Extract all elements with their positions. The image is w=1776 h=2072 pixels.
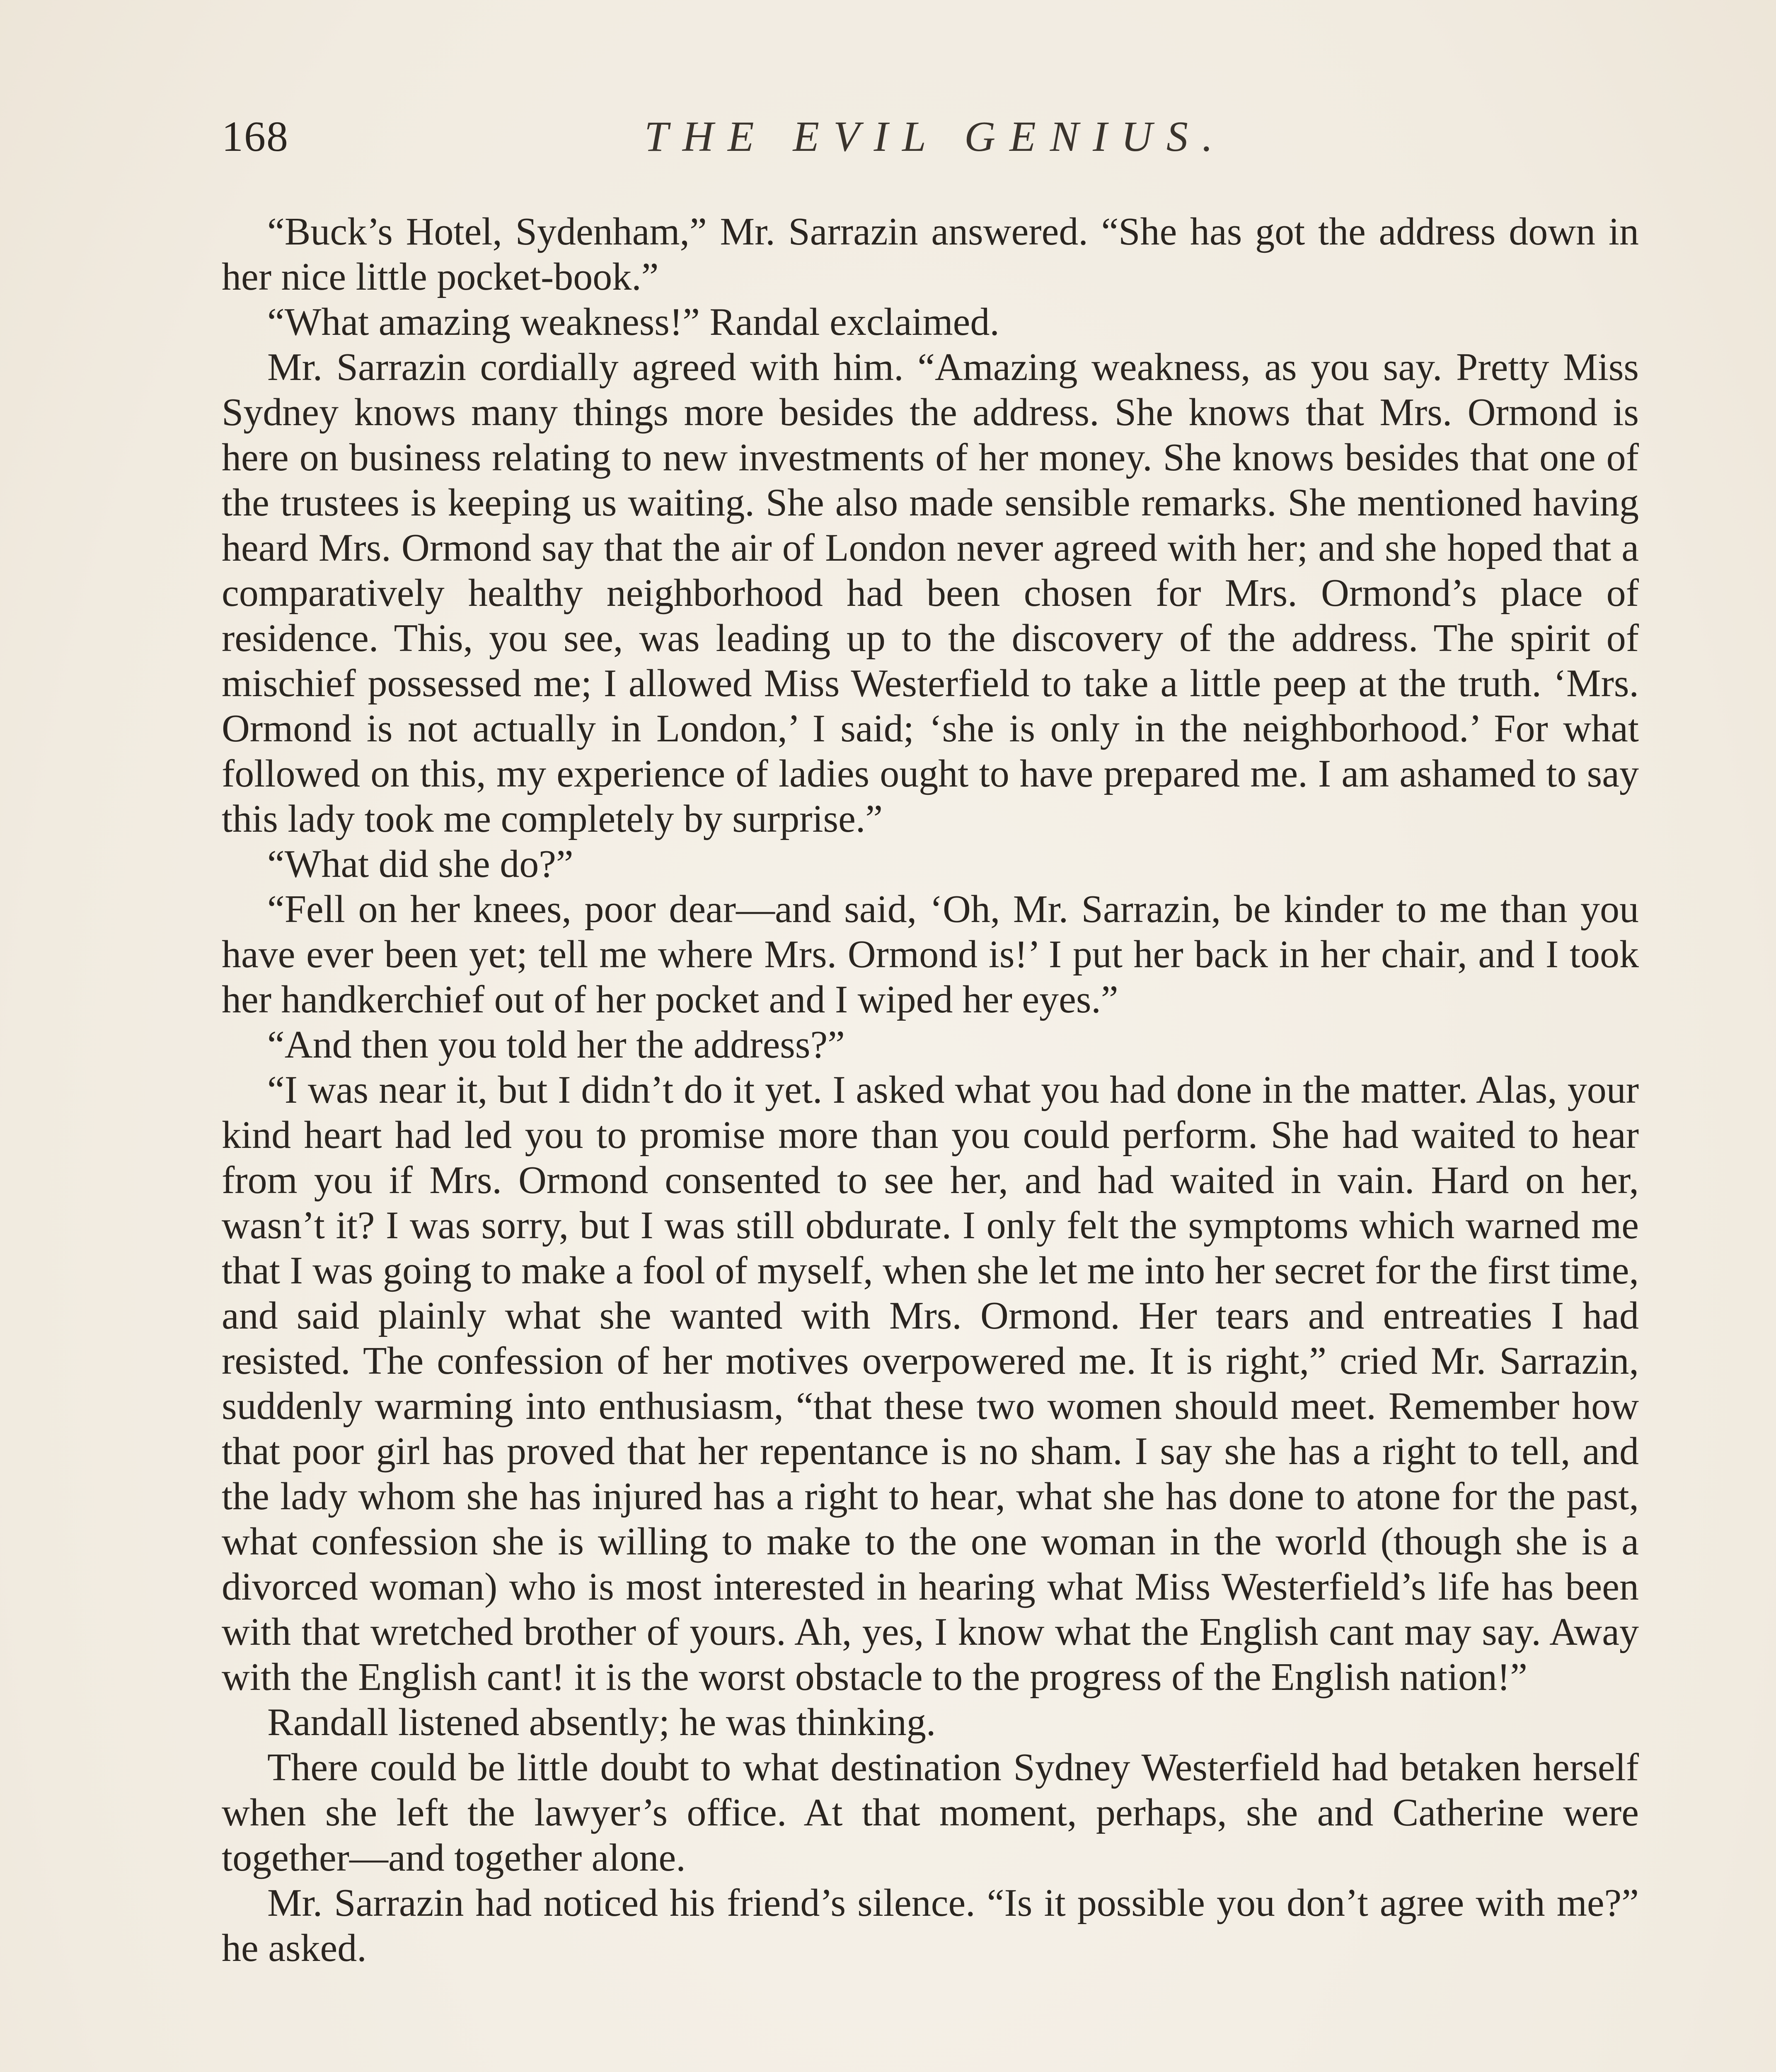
paragraph: There could be little doubt to what destination Sydney Westerfield had betaken herself when she left the lawyer’s office. At that moment, perhaps, she and Catherine were together—and together alone. xyxy=(222,1746,1639,1879)
running-head: THE EVIL GENIUS. xyxy=(644,113,1227,160)
body-text xyxy=(222,209,1639,1971)
paragraph: “I was near it, but I didn’t do it yet. I asked what you had done in the matter. Alas, your kind heart had led you to promise more than you could perform. She had waited to hear from you if Mrs. Ormond consented to see her, and had waited in vain. Hard on her, wasn’t it? I was sorry, but I was still obdurate. I only felt the symptoms which warned me that I was going to make a fool of myself, when she let me into her secret for the first time, and said plainly what she wanted with Mrs. Ormond. Her tears and entreaties I had resisted. The confession of her motives overpowered me. It is right,” cried Mr. Sarrazin, suddenly warming into enthusiasm, “that these two women should meet. Remember how that poor girl has proved that her repentance is no sham. I say she has a right to tell, and the lady whom she has injured has a right to hear, what she has done to atone for the past, what confession she is willing to make to the one woman in the world (though she is a divorced woman) who is most interested in hearing what Miss Westerfield’s life has been with that wretched brother of yours. Ah, yes, I know what the English cant may say. Away with the English cant! it is the worst obstacle to the progress of the English nation!” xyxy=(222,1068,1639,1699)
paragraph: “What amazing weakness!” Randal exclaimed. xyxy=(267,300,999,344)
paragraph: “And then you told her the address?” xyxy=(267,1023,845,1066)
paragraph: Randall listened absently; he was thinking. xyxy=(267,1701,936,1744)
paragraph: “Buck’s Hotel, Sydenham,” Mr. Sarrazin answered. “She has got the address down in her nice little pocket-book.” xyxy=(222,210,1639,298)
page-number: 168 xyxy=(222,113,289,160)
paragraph: “Fell on her knees, poor dear—and said, ‘Oh, Mr. Sarrazin, be kinder to me than you have ever been yet; tell me where Mrs. Ormond is!’ I put her back in her chair, and I took her handkerchief out of her pocket and I wiped her eyes.” xyxy=(222,888,1639,1021)
paragraph: “What did she do?” xyxy=(267,842,573,886)
page-header xyxy=(222,112,1643,162)
paragraph: Mr. Sarrazin cordially agreed with him. “Amazing weakness, as you say. Pretty Miss Sydney knows many things more besides the address. She knows that Mrs. Ormond is here on business relating to new investments of her money. She knows besides that one of the trustees is keeping us waiting. She also made sensible remarks. She mentioned having heard Mrs. Ormond say that the air of London never agreed with her; and she hoped that a comparatively healthy neighborhood had been chosen for Mrs. Ormond’s place of residence. This, you see, was leading up to the discovery of the address. The spirit of mischief possessed me; I allowed Miss Westerfield to take a little peep at the truth. ‘Mrs. Ormond is not actually in London,’ I said; ‘she is only in the neighborhood.’ For what followed on this, my experience of ladies ought to have prepared me. I am ashamed to say this lady took me completely by surprise.” xyxy=(222,346,1639,840)
paragraph: Mr. Sarrazin had noticed his friend’s silence. “Is it possible you don’t agree with me?” he asked. xyxy=(222,1881,1639,1970)
